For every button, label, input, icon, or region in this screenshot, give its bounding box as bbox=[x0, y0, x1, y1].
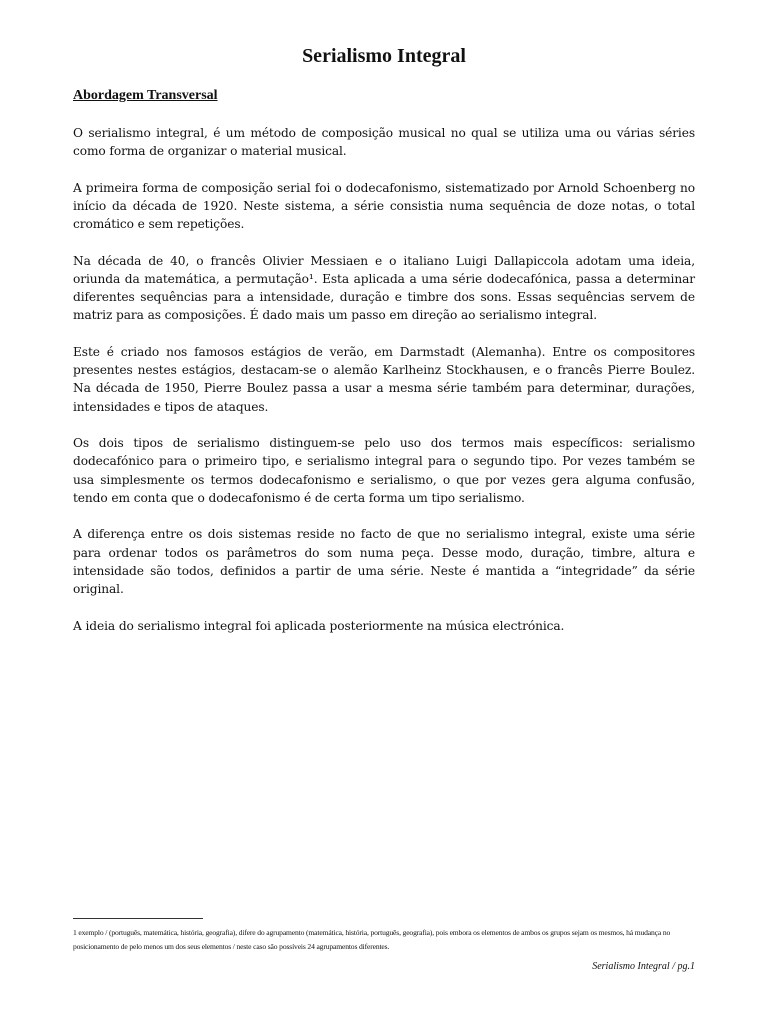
page-title: Serialismo Integral bbox=[302, 45, 466, 67]
body-text bbox=[73, 124, 695, 653]
paragraph: O serialismo integral, é um método de composição musical no qual se utiliza uma ou várias séries como forma de organizar o material musical. bbox=[73, 126, 695, 159]
page-footer: Serialismo Integral / pg.1 bbox=[592, 961, 695, 972]
paragraph: Este é criado nos famosos estágios de verão, em Darmstadt (Alemanha). Entre os compositores presentes nestes estágios, destacam-se o alemão Karlheinz Stockhausen, e o francês Pierre Boulez. Na década de 1950, Pierre Boulez passa a usar a mesma série também para determinar, durações, intensidades e tipos de ataques. bbox=[73, 345, 695, 414]
paragraph: A ideia do serialismo integral foi aplicada posteriormente na música electrónica. bbox=[73, 618, 565, 633]
paragraph: Os dois tipos de serialismo distinguem-se pelo uso dos termos mais específicos: serialismo dodecafónico para o primeiro tipo, e serialismo integral para o segundo tipo. Por vezes também se usa simplesmente os termos dodecafonismo e serialismo, o que por vezes gera alguma confusão, tendo em conta que o dodecafonismo é de certa forma um tipo serialismo. bbox=[73, 436, 695, 505]
paragraph: A diferença entre os dois sistemas reside no facto de que no serialismo integral, existe uma série para ordenar todos os parâmetros do som numa peça. Desse modo, duração, timbre, altura e intensidade são todos, definidos a partir de uma série. Neste é mantida a “integridade” da série original. bbox=[73, 527, 695, 597]
footnote-separator bbox=[73, 918, 203, 919]
paragraph: A primeira forma de composição serial foi o dodecafonismo, sistematizado por Arnold Schoenberg no início da década de 1920. Neste sistema, a série consistia numa sequência de doze notas, o total cromático e sem repetições. bbox=[73, 180, 695, 232]
section-heading: Abordagem Transversal bbox=[73, 88, 218, 103]
footnote: 1 exemplo / (português, matemática, história, geografia), difere do agrupamento (matemática, história, português, geografia), pois embora os elementos de ambos os grupos sejam os mesmos, há mudança no posicionamento de pelo menos um dos seus elementos / neste caso são possíveis 24 agrupamentos diferentes. bbox=[73, 928, 671, 951]
paragraph: Na década de 40, o francês Olivier Messiaen e o italiano Luigi Dallapiccola adotam uma ideia, oriunda da matemática, a permutação¹. Esta aplicada a uma série dodecafónica, passa a determinar diferentes sequências para a intensidade, duração e timbre dos sons. Essas sequências servem de matriz para as composições. É dado mais um passo em direção ao serialismo integral. bbox=[73, 253, 695, 323]
